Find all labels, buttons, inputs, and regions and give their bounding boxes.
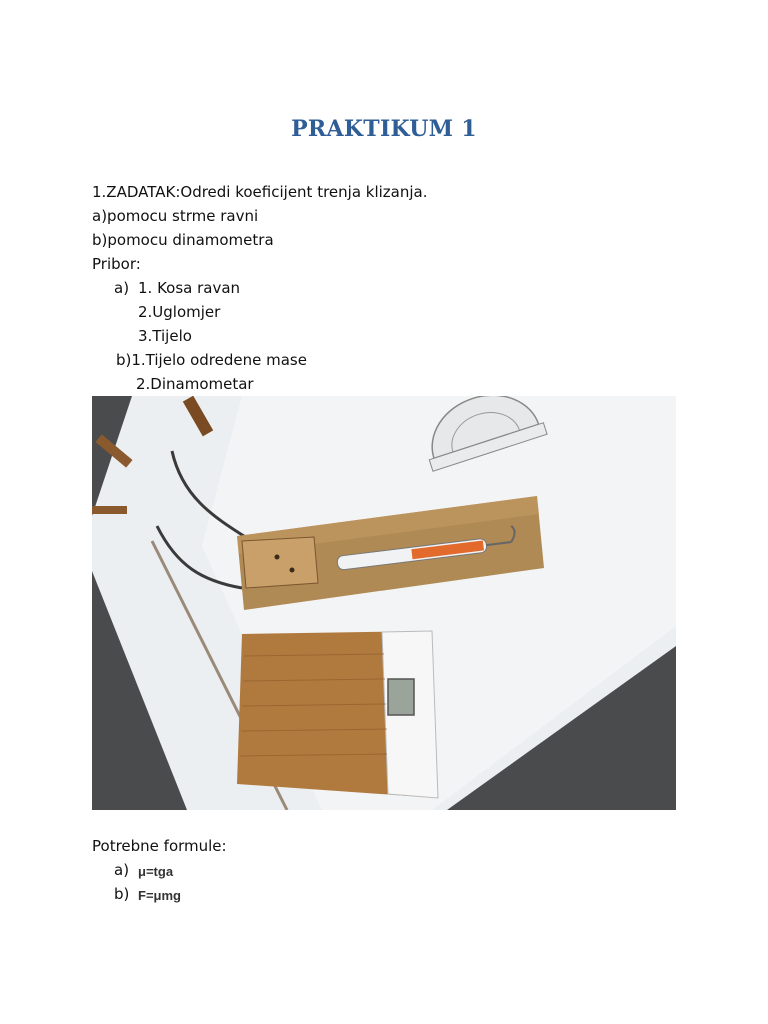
task-part-a: a)pomocu strme ravni [92, 207, 259, 225]
equipment-b-item-2: 2.Dinamometar [136, 375, 254, 393]
equipment-b-item-1: b)1.Tijelo odredene mase [116, 351, 307, 369]
formula-a: μ=tga [138, 864, 174, 879]
page-title: PRAKTIKUM 1 [291, 116, 477, 142]
formula-b-marker: b) [114, 885, 130, 903]
equipment-label: Pribor: [92, 255, 141, 273]
formula-b: F=μmg [138, 888, 181, 903]
lab-equipment-photo [92, 396, 676, 810]
task-heading: 1.ZADATAK:Odredi koeficijent trenja klizanja. [92, 183, 428, 201]
equipment-a-item-2: 2.Uglomjer [138, 303, 221, 321]
task-part-b: b)pomocu dinamometra [92, 231, 274, 249]
formula-a-marker: a) [114, 861, 130, 879]
equipment-a-item-1: 1. Kosa ravan [138, 279, 241, 297]
equipment-a-marker: a) [114, 279, 130, 297]
formulas-label: Potrebne formule: [92, 837, 227, 855]
scale-icon [237, 631, 438, 798]
equipment-a-item-3: 3.Tijelo [138, 327, 192, 345]
